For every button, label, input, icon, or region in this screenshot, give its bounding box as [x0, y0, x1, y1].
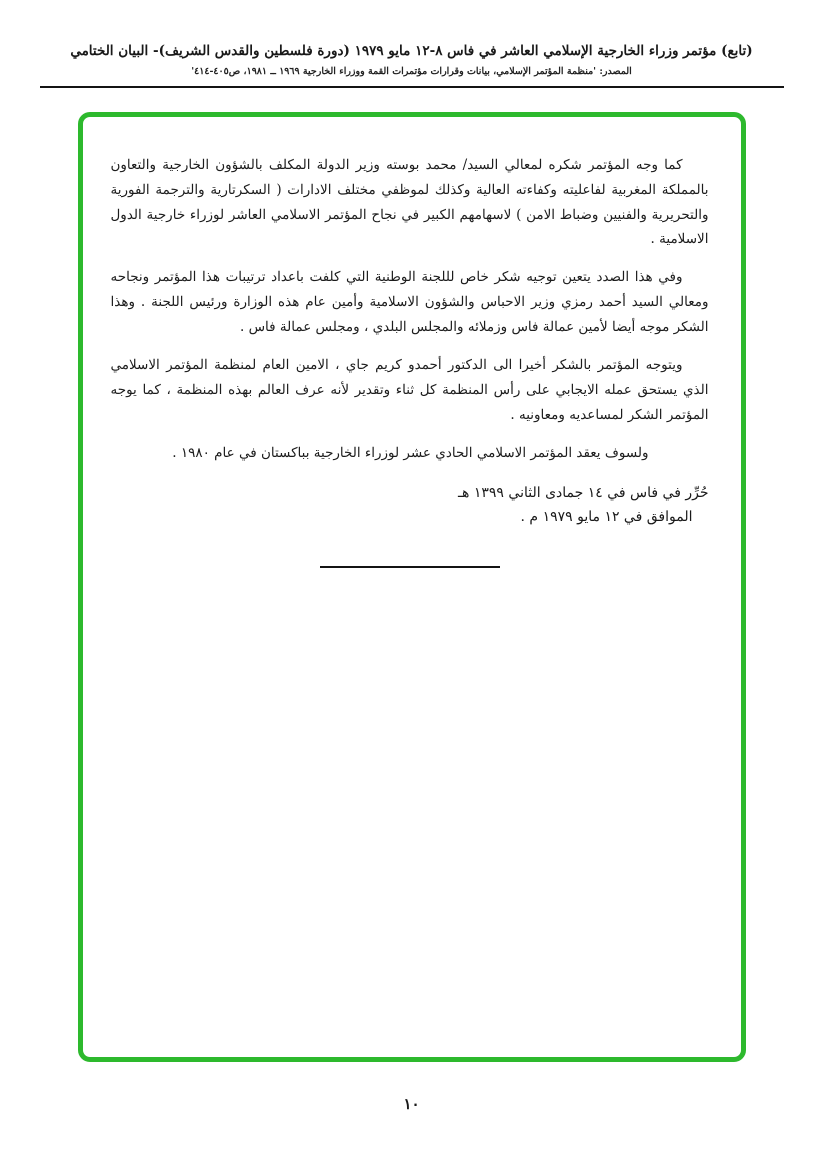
- page-number: ١٠: [403, 1095, 420, 1113]
- document-paragraph: كما وجه المؤتمر شكره لمعالي السيد/ محمد بوسته وزير الدولة المكلف بالشؤون الخارجية والتعاون بالمملكة المغربية لفاعليته وكفاءته العالية وكذلك لموظفي مختلف الادارات ( السكرتارية والترجمة الفورية والتحريرية والفنيين وضباط الامن ) لاسهامهم الكبير في نجاح المؤتمر الاسلامي العاشر لوزراء خارجية الدول الاسلامية .: [110, 156, 709, 248]
- date-block: [111, 482, 709, 530]
- date-line-hijri: حُرِّر في فاس في ١٤ جمادى الثاني ١٣٩٩ هـ: [457, 485, 709, 502]
- date-line-gregorian: الموافق في ١٢ مايو ١٩٧٩ م .: [520, 509, 693, 526]
- document-source-line: المصدر: 'منظمة المؤتمر الإسلامي، بيانات وقرارات مؤتمرات القمة ووزراء الخارجية ١٩٦٩ ــ ١٩٨١، ص٤٠٥-٤١٤': [191, 65, 632, 77]
- document-paragraph: ولسوف يعقد المؤتمر الاسلامي الحادي عشر لوزراء الخارجية بباكستان في عام ١٩٨٠ .: [172, 445, 649, 462]
- document-title: (تابع) مؤتمر وزراء الخارجية الإسلامي العاشر في فاس ٨-١٢ مايو ١٩٧٩ (دورة فلسطين والقدس الشريف)- البيان الختامي: [70, 43, 753, 59]
- header-divider: [40, 86, 784, 88]
- signature-divider: [320, 566, 500, 568]
- document-paragraph: وفي هذا الصدد يتعين توجيه شكر خاص لللجنة الوطنية التي كلفت باعداد ترتيبات هذا المؤتمر ونجاحه ومعالي السيد أحمد رمزي وزير الاحباس والشؤون الاسلامية وأمين عام هذه الوزارة ورئيس اللجنة . وهذا الشكر موجه أيضا لأمين عمالة فاس وزملائه والمجلس البلدي ، ومجلس عمالة فاس .: [110, 269, 709, 336]
- document-paragraph: ويتوجه المؤتمر بالشكر أخيرا الى الدكتور أحمدو كريم جاي ، الامين العام لمنظمة المؤتمر الاسلامي الذي يستحق عمله الايجابي على رأس المنظمة كل ثناء وتقدير لأنه عرف العالم بهذه المنظمة ، كما يوجه المؤتمر الشكر لمساعديه ومعاونيه .: [110, 357, 709, 424]
- highlight-frame: [78, 112, 746, 1062]
- document-header: [0, 0, 823, 77]
